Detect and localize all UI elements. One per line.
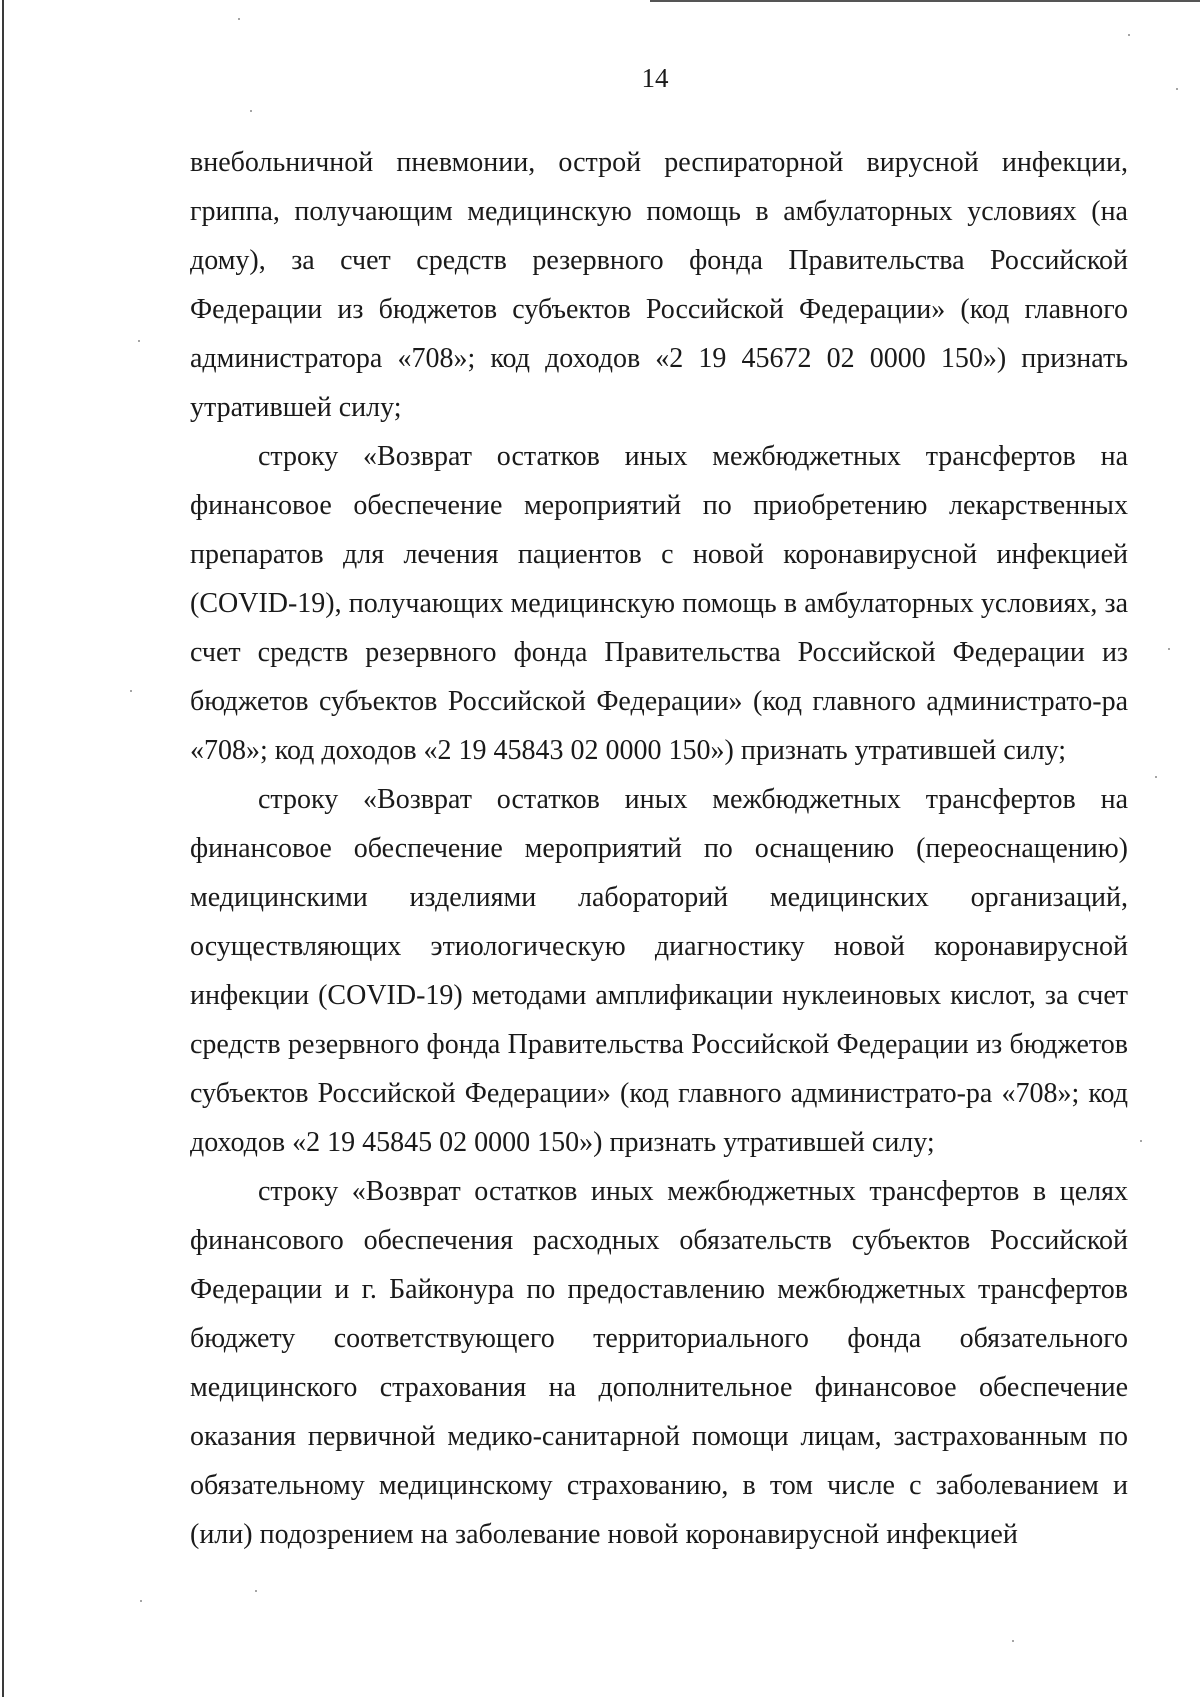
scan-speck: [130, 690, 132, 692]
scan-speck: [1168, 648, 1170, 650]
scan-left-edge: [2, 0, 4, 1697]
scan-speck: [238, 18, 240, 20]
paragraph-continuation: внебольничной пневмонии, острой респираторной вирусной инфекции, гриппа, получающим медицинскую помощь в амбулаторных условиях (на дому), за счет средств резервного фонда Правительства Российской Федерации из бюджетов субъектов Российской Федерации» (код главного администратора «708»; код доходов «2 19 45672 02 0000 150») признать утратившей силу;: [190, 147, 1128, 423]
page-number: 14: [641, 63, 669, 93]
scan-speck: [138, 340, 140, 342]
scan-speck: [1155, 776, 1157, 778]
paragraph-return-lek-preparaty: строку «Возврат остатков иных межбюджетных трансфертов на финансовое обеспечение мероприятий по приобретению лекарственных препаратов для лечения пациентов с новой коронавирусной инфекцией (COVID-19), получающих медицинскую помощь в амбулаторных условиях, за счет средств резервного фонда Правительства Российской Федерации из бюджетов субъектов Российской Федерации» (код главного администрато-ра «708»; код доходов «2 19 45843 02 0000 150») признать утратившей силу;: [190, 441, 1128, 766]
scan-speck: [1128, 34, 1130, 36]
scan-speck: [1140, 1140, 1142, 1142]
scan-speck: [1012, 1640, 1014, 1642]
document-body: [190, 138, 1128, 1559]
scan-top-rule: [650, 0, 1200, 2]
scan-speck: [1176, 88, 1178, 90]
paragraph-return-baikonur: строку «Возврат остатков иных межбюджетных трансфертов в целях финансового обеспечения расходных обязательств субъектов Российской Федерации и г. Байконура по предоставлению межбюджетных трансфертов бюджету соответствующего территориального фонда обязательного медицинского страхования на дополнительное финансовое обеспечение оказания первичной медико-санитарной помощи лицам, застрахованным по обязательному медицинскому страхованию, в том числе с заболеванием и (или) подозрением на заболевание новой коронавирусной инфекцией: [190, 1176, 1128, 1550]
paragraph-return-laboratorii: строку «Возврат остатков иных межбюджетных трансфертов на финансовое обеспечение мероприятий по оснащению (переоснащению) медицинскими изделиями лабораторий медицинских организаций, осуществляющих этиологическую диагностику новой коронавирусной инфекции (COVID-19) методами амплификации нуклеиновых кислот, за счет средств резервного фонда Правительства Российской Федерации из бюджетов субъектов Российской Федерации» (код главного администрато-ра «708»; код доходов «2 19 45845 02 0000 150») признать утратившей силу;: [190, 784, 1128, 1158]
scan-speck: [255, 1590, 257, 1592]
scan-speck: [140, 1600, 142, 1602]
scan-speck: [250, 110, 252, 112]
